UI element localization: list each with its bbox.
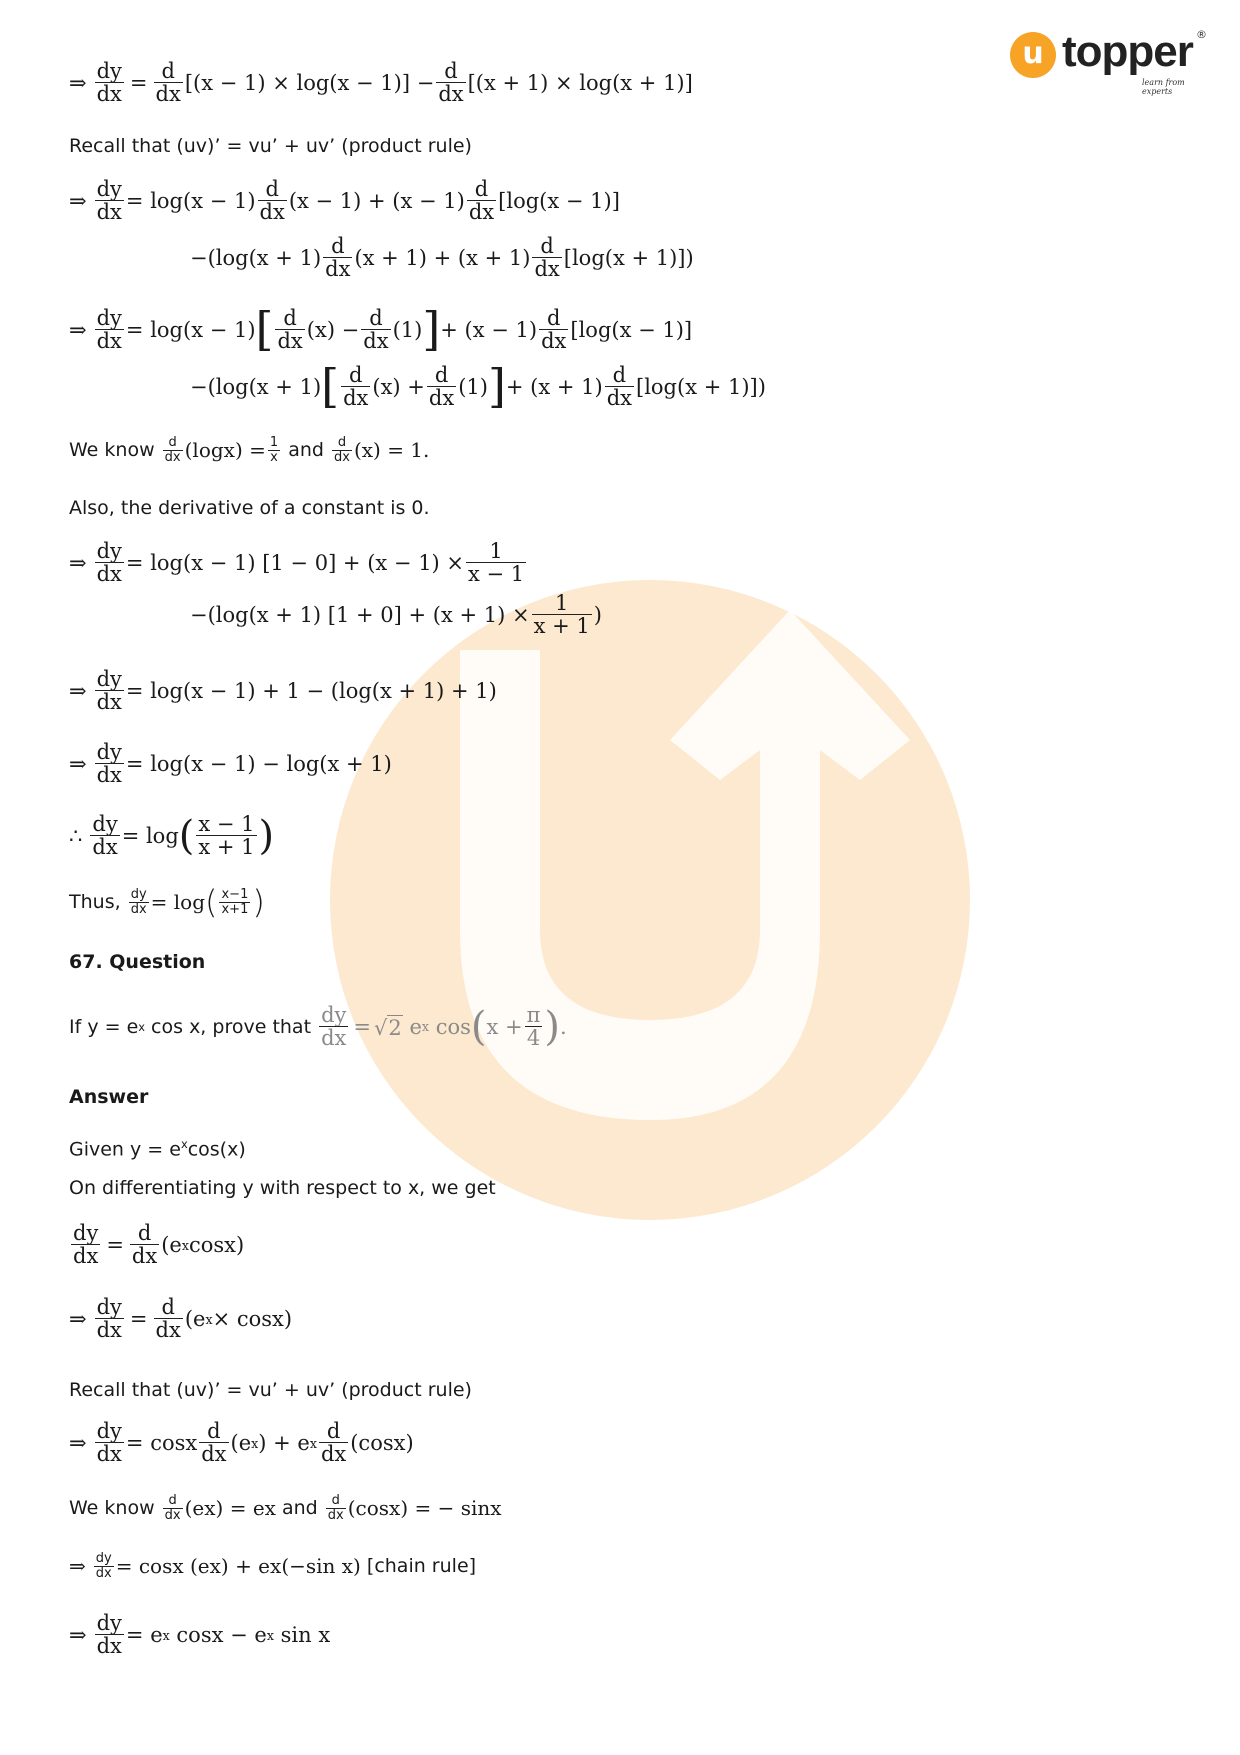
eq-term: [log(x + 1)]) [563, 246, 694, 271]
eq-term: cosx) [188, 1233, 245, 1258]
fraction: $\frac{x-1}{x+1}$ [221, 887, 249, 917]
equals: = [106, 1233, 124, 1258]
fraction: $\frac{1}{x + 1}$ [533, 591, 590, 639]
text-sup: x [138, 1020, 146, 1035]
eq-term: = log(x − 1) + 1 − (log(x + 1) + 1) [125, 679, 497, 704]
eq-term: −( [190, 375, 216, 400]
eq-term: × cosx) [212, 1307, 293, 1332]
question-text [69, 1004, 567, 1050]
eq1-term: [(x + 1) × log(x + 1)] [467, 71, 693, 96]
eq-term: ) + e [258, 1431, 310, 1456]
we-know-line-2: We know $\frac{d}{dx}$ (e x ) = e x and $\frac{d}{dx}$ (cosx) = − sinx [69, 1493, 502, 1523]
implies-symbol: ⇒ [69, 752, 87, 777]
logo-tagline: learn from experts [1142, 78, 1185, 96]
implies-symbol: ⇒ [69, 1307, 87, 1332]
fraction: $\frac{1}{x}$ [269, 435, 279, 465]
eq-term: (x) − [306, 318, 360, 343]
text: We know [69, 439, 155, 462]
text: and [282, 1497, 318, 1520]
eq-term: log(x + 1) [215, 375, 322, 400]
logo-wordmark: topper [1062, 27, 1193, 76]
text: and [288, 439, 324, 462]
text: We know [69, 1497, 155, 1520]
eq-term: [log(x + 1)]) [636, 375, 766, 400]
eq-term: = log [121, 824, 179, 849]
fraction: $\frac{d}{dx}$ [428, 363, 455, 411]
eq-term: sin x [280, 1623, 331, 1648]
fraction: $\frac{dy}{dx}$ [130, 887, 147, 917]
equation-5 [69, 668, 497, 714]
fraction: $\frac{d}{dx}$ [541, 306, 567, 354]
fraction: $\frac{d}{dx}$ [131, 1221, 158, 1269]
question-equation: $\frac{dy}{dx}$ = √ 2 e x cos ( x + $\frac{\pi}{4}$ ) . [321, 1003, 567, 1051]
text-sup: x [180, 1137, 188, 1151]
fraction: $\frac{dy}{dx}$ [73, 1221, 99, 1269]
text: Given y = e [69, 1138, 181, 1161]
sqrt: √ 2 [374, 1015, 402, 1040]
implies-symbol: ⇒ [69, 1554, 86, 1579]
eq-term: (e [161, 1233, 182, 1258]
math-term: (logx) = [184, 438, 266, 463]
equals: = [129, 1307, 148, 1332]
fraction: $\frac{dy}{dx}$ [96, 177, 122, 225]
fraction: $\frac{d}{dx}$ [343, 363, 369, 411]
thus-line: Thus, $\frac{dy}{dx}$ = log ( $\frac{x-1}{x+1}$ ) [69, 883, 265, 922]
fraction: $\frac{d}{dx}$ [155, 1295, 181, 1343]
question-number: 67. Question [69, 951, 206, 973]
answer-equation-5: ⇒ $\frac{dy}{dx}$ = e x cosx − e x sin x [69, 1611, 331, 1659]
eq-term: + (x − 1) [440, 318, 538, 343]
equation-7: ∴ $\frac{dy}{dx}$ = log ( $\frac{x - 1}{x + 1}$ ) [69, 812, 275, 860]
equation-1 [69, 60, 693, 106]
equation-6 [69, 741, 392, 787]
eq-term: [log(x − 1)] [570, 318, 693, 343]
implies-symbol: ⇒ [69, 1623, 87, 1648]
math-term: ) + e [220, 1554, 271, 1579]
eq-term: = log(x − 1) [1 − 0] + (x − 1) × [125, 551, 465, 576]
fraction: $\frac{d}{dx}$ [606, 363, 632, 411]
fraction: $\frac{d}{dx}$ [320, 1419, 347, 1467]
fraction: $\frac{dy}{dx}$ [96, 1611, 122, 1659]
text: cos x, prove that [145, 1016, 312, 1039]
eq-term: (cosx) [350, 1431, 414, 1456]
eq-term: (e [184, 1307, 206, 1332]
fraction: $\frac{d}{dx}$ [277, 306, 303, 354]
fraction: $\frac{d}{dx}$ [164, 435, 181, 465]
fraction: $\frac{dy}{dx}$ [96, 539, 122, 587]
fraction: $\frac{dy}{dx}$ [96, 667, 122, 715]
equation-2a [69, 178, 620, 224]
fraction: $\frac{dy}{dx}$ [96, 740, 122, 788]
math-term: (−sin x) [281, 1554, 361, 1579]
eq1-term: [(x − 1) × log(x − 1)] − [184, 71, 435, 96]
eq-term: e [409, 1015, 422, 1040]
math-term: (cosx) = − sinx [347, 1496, 502, 1521]
equation-3a: ⇒ $\frac{dy}{dx}$ = log(x − 1) [ $\frac{d}{dx}$ (x) − $\frac{d}{dx}$ (1) ] + (x − 1) $\frac{d}{dx}$ [log(x − 1)] [69, 302, 693, 357]
brand-logo [1010, 27, 1210, 96]
fraction: $\frac{1}{x - 1}$ [468, 539, 525, 587]
fraction: $\frac{d}{dx}$ [363, 306, 389, 354]
differentiating-line: On differentiating y with respect to x, we get [69, 1177, 496, 1199]
fraction: $\frac{d}{dx}$ [438, 59, 464, 107]
we-know-line-1 [69, 436, 429, 465]
equals: = [129, 71, 148, 96]
given-line [69, 1132, 246, 1161]
eq-term: = log(x − 1) [125, 189, 256, 214]
eq-term: = cosx [125, 1431, 198, 1456]
fraction: $\frac{d}{dx}$ [334, 435, 350, 465]
fraction: $\frac{d}{dx}$ [325, 234, 351, 282]
eq-term: cos [435, 1015, 471, 1040]
fraction: $\frac{x - 1}{x + 1}$ [198, 812, 255, 860]
implies-symbol: ⇒ [69, 679, 87, 704]
fraction: $\frac{d}{dx}$ [534, 234, 560, 282]
eq-term: −(log(x + 1) [1 + 0] + (x + 1) × [190, 603, 530, 628]
answer-equation-4: ⇒ $\frac{dy}{dx}$ = cosx (e x ) + e x (−sin x) [chain rule] [69, 1551, 477, 1581]
fraction: $\frac{d}{dx}$ [201, 1419, 227, 1467]
eq-term: (1) [392, 318, 423, 343]
therefore-symbol: ∴ [69, 824, 83, 849]
implies-symbol: ⇒ [69, 318, 87, 343]
recall-product-rule-2: Recall that (uv)’ = vu’ + uv’ (product rule) [69, 1379, 472, 1401]
fraction: $\frac{dy}{dx}$ [96, 306, 122, 354]
eq-term: −( [190, 246, 216, 271]
fraction: $\frac{dy}{dx}$ [96, 1419, 122, 1467]
fraction: $\frac{dy}{dx}$ [321, 1003, 347, 1051]
answer-equation-2: ⇒ $\frac{dy}{dx}$ = $\frac{d}{dx}$ (e x × cosx) [69, 1295, 293, 1343]
logo-u-icon: u [1010, 32, 1056, 78]
answer-equation-1: $\frac{dy}{dx}$ = $\frac{d}{dx}$ (e x cosx) [73, 1221, 245, 1269]
eq-term: + (x + 1) [505, 375, 603, 400]
fraction: $\frac{dy}{dx}$ [96, 59, 122, 107]
math-term: (e [184, 1496, 205, 1521]
eq-term: . [560, 1015, 567, 1040]
eq-term: [log(x − 1)] [498, 189, 620, 214]
fraction: $\frac{d}{dx}$ [259, 177, 285, 225]
equation-2b [190, 235, 694, 281]
eq-term: = e [125, 1623, 163, 1648]
text: Thus, [69, 891, 121, 914]
math-term: = cosx (e [115, 1554, 210, 1579]
fraction: $\frac{dy}{dx}$ [96, 1295, 122, 1343]
eq-term: cosx − e [176, 1623, 267, 1648]
eq-term: ) [593, 603, 602, 628]
logo-registered-mark: ® [1196, 28, 1207, 41]
fraction: $\frac{d}{dx}$ [468, 177, 495, 225]
math-term: (x) = 1. [353, 438, 430, 463]
eq-term: (x) + [372, 375, 425, 400]
answer-equation-3: ⇒ $\frac{dy}{dx}$ = cosx $\frac{d}{dx}$ (e x ) + e x $\frac{d}{dx}$ (cosx) [69, 1419, 414, 1467]
fraction: $\frac{d}{dx}$ [155, 59, 181, 107]
eq-term: (x + 1) + (x + 1) [354, 246, 531, 271]
equation-4a [69, 540, 528, 586]
eq-term: (x − 1) + (x − 1) [288, 189, 465, 214]
answer-heading: Answer [69, 1086, 149, 1108]
implies-symbol: ⇒ [69, 1431, 87, 1456]
eq-term: = log(x − 1) [125, 318, 256, 343]
implies-symbol: ⇒ [69, 551, 87, 576]
eq-term: (1) [458, 375, 488, 400]
eq-term: x + [486, 1015, 523, 1040]
math-term: ) = e [215, 1496, 265, 1521]
eq-term: log(x + 1) [215, 246, 322, 271]
text: cos(x) [187, 1138, 246, 1161]
implies-symbol: ⇒ [69, 71, 87, 96]
equation-4b [190, 592, 602, 638]
fraction: $\frac{dy}{dx}$ [92, 812, 118, 860]
fraction: $\frac{\pi}{4}$ [526, 1003, 541, 1051]
math-term: = log [150, 890, 205, 915]
fraction: $\frac{d}{dx}$ [327, 1493, 344, 1523]
equation-3b: −( log(x + 1) [ $\frac{d}{dx}$ (x) + $\frac{d}{dx}$ (1) ] + (x + 1) $\frac{d}{dx}$ [log(x + 1)]) [190, 359, 766, 414]
eq-term: = [353, 1015, 371, 1040]
fraction: $\frac{dy}{dx}$ [95, 1551, 112, 1581]
implies-symbol: ⇒ [69, 189, 87, 214]
also-constant-line: Also, the derivative of a constant is 0. [69, 497, 430, 519]
text: If y = e [69, 1016, 139, 1039]
chain-rule-note: [chain rule] [366, 1555, 477, 1578]
recall-product-rule-1: Recall that (uv)’ = vu’ + uv’ (product rule) [69, 135, 472, 157]
eq-term: = log(x − 1) − log(x + 1) [125, 752, 392, 777]
fraction: $\frac{d}{dx}$ [164, 1493, 181, 1523]
eq-term: (e [230, 1431, 252, 1456]
